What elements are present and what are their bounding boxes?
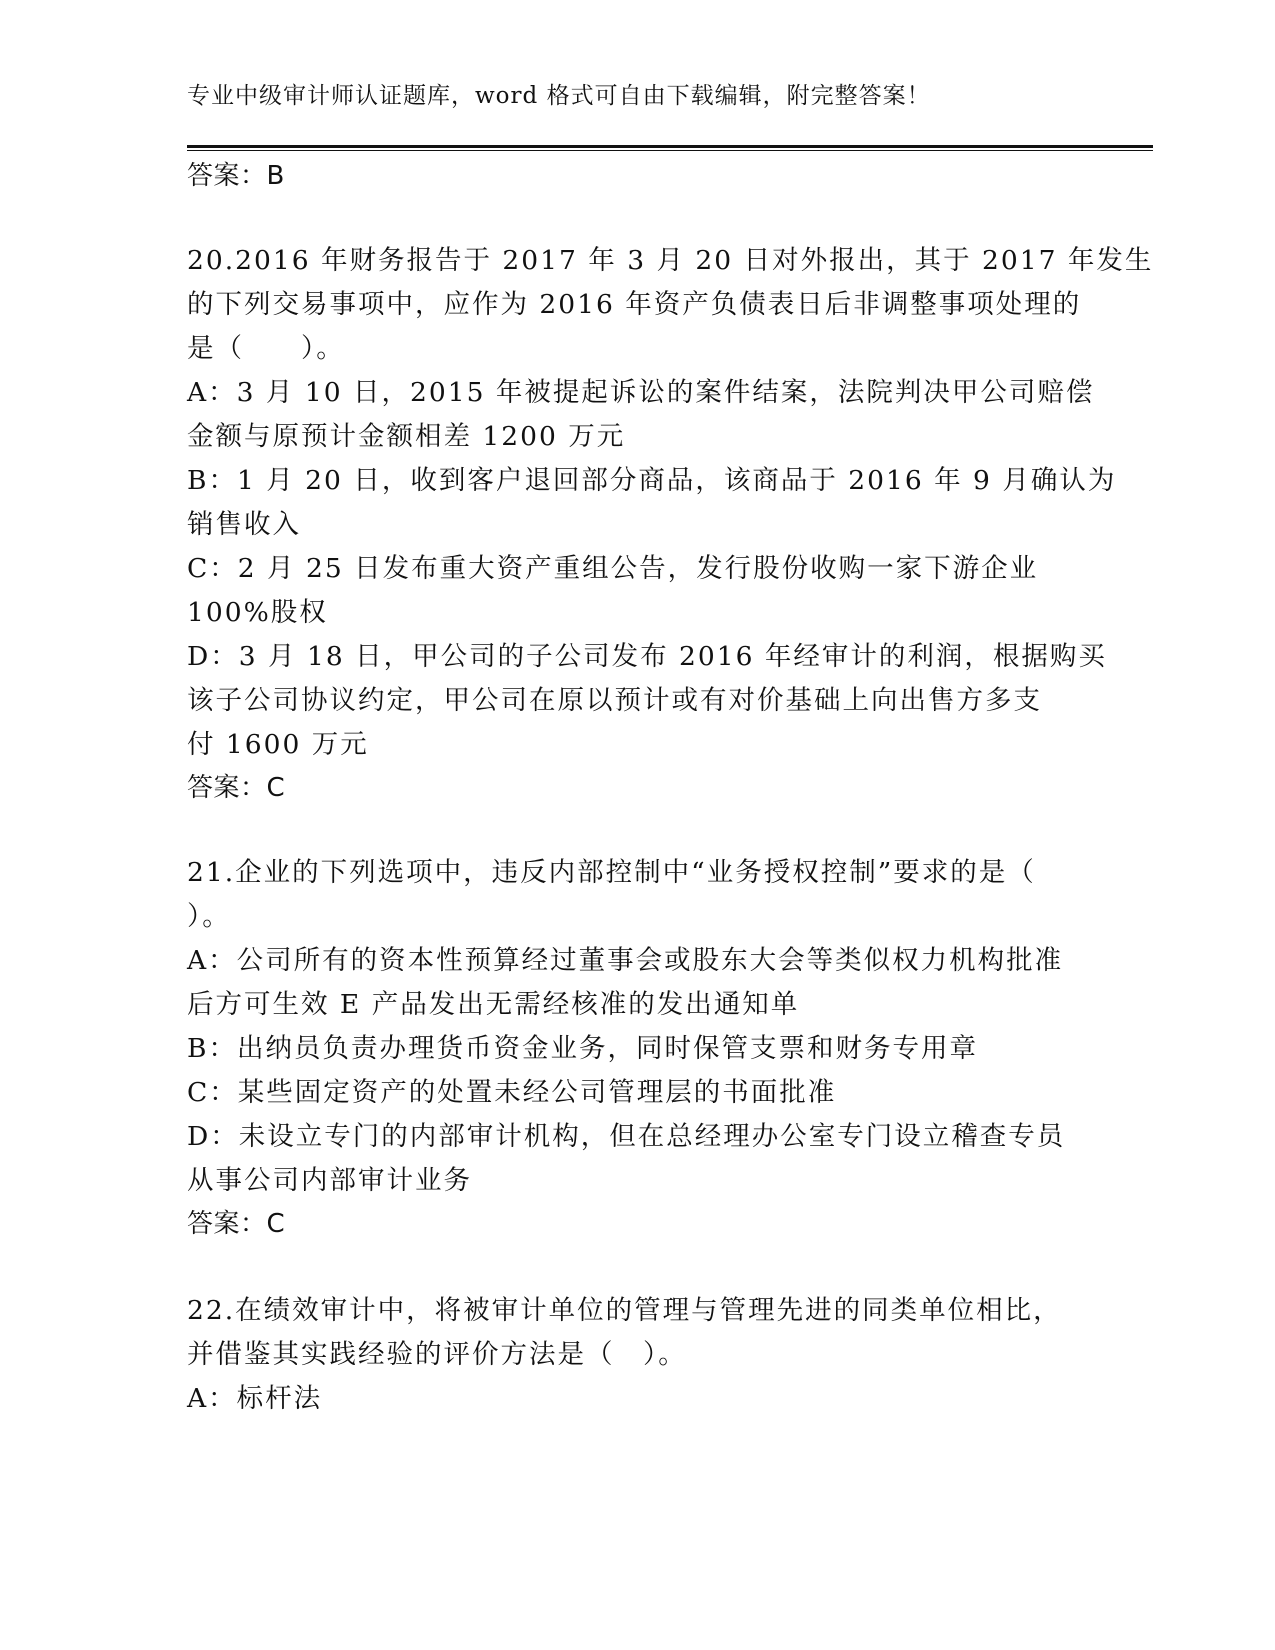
q21-option-d-line-1: D：未设立专门的内部审计机构，但在总经理办公室专门设立稽查专员 bbox=[187, 1121, 1066, 1152]
q22-option-a: A：标杆法 bbox=[187, 1383, 323, 1414]
q20-stem-line-1: 20.2016 年财务报告于 2017 年 3 月 20 日对外报出，其于 2017 年发生 bbox=[187, 245, 1154, 276]
page-header: 专业中级审计师认证题库，word 格式可自由下载编辑，附完整答案！ bbox=[187, 83, 931, 109]
q21-option-c: C：某些固定资产的处置未经公司管理层的书面批准 bbox=[187, 1077, 837, 1108]
answer-19: 答案：B bbox=[187, 161, 285, 191]
q20-option-d-line-3: 付 1600 万元 bbox=[187, 729, 369, 760]
q21-stem-line-1: 21.企业的下列选项中，违反内部控制中“业务授权控制”要求的是（ bbox=[187, 857, 1036, 888]
q21-answer: 答案：C bbox=[187, 1209, 286, 1239]
q21-option-d-line-2: 从事公司内部审计业务 bbox=[187, 1165, 472, 1196]
q20-option-a-line-2: 金额与原预计金额相差 1200 万元 bbox=[187, 421, 626, 452]
q22-stem-line-2: 并借鉴其实践经验的评价方法是（ ）。 bbox=[187, 1339, 687, 1370]
q20-option-d-line-1: D：3 月 18 日，甲公司的子公司发布 2016 年经审计的利润，根据购买 bbox=[187, 641, 1107, 672]
q21-option-a-line-1: A：公司所有的资本性预算经过董事会或股东大会等类似权力机构批准 bbox=[187, 945, 1064, 976]
q20-option-b-line-1: B：1 月 20 日，收到客户退回部分商品，该商品于 2016 年 9 月确认为 bbox=[187, 465, 1117, 496]
q21-option-a-line-2: 后方可生效 E 产品发出无需经核准的发出通知单 bbox=[187, 989, 800, 1020]
q21-option-b: B：出纳员负责办理货币资金业务，同时保管支票和财务专用章 bbox=[187, 1033, 978, 1064]
q20-stem-line-2: 的下列交易事项中，应作为 2016 年资产负债表日后非调整事项处理的 bbox=[187, 289, 1082, 320]
q20-stem-line-3: 是（ ）。 bbox=[187, 333, 345, 364]
q21-stem-line-2: ）。 bbox=[187, 901, 231, 932]
q20-option-c-line-2: 100%股权 bbox=[187, 597, 328, 628]
q20-option-a-line-1: A：3 月 10 日，2015 年被提起诉讼的案件结案，法院判决甲公司赔偿 bbox=[187, 377, 1095, 408]
q20-option-b-line-2: 销售收入 bbox=[187, 509, 301, 540]
header-rule-thick bbox=[187, 145, 1153, 148]
q20-answer: 答案：C bbox=[187, 773, 286, 803]
header-rule-thin bbox=[187, 150, 1153, 151]
q20-option-d-line-2: 该子公司协议约定，甲公司在原以预计或有对价基础上向出售方多支 bbox=[187, 685, 1042, 716]
q20-option-c-line-1: C：2 月 25 日发布重大资产重组公告，发行股份收购一家下游企业 bbox=[187, 553, 1039, 584]
q22-stem-line-1: 22.在绩效审计中，将被审计单位的管理与管理先进的同类单位相比， bbox=[187, 1295, 1062, 1326]
